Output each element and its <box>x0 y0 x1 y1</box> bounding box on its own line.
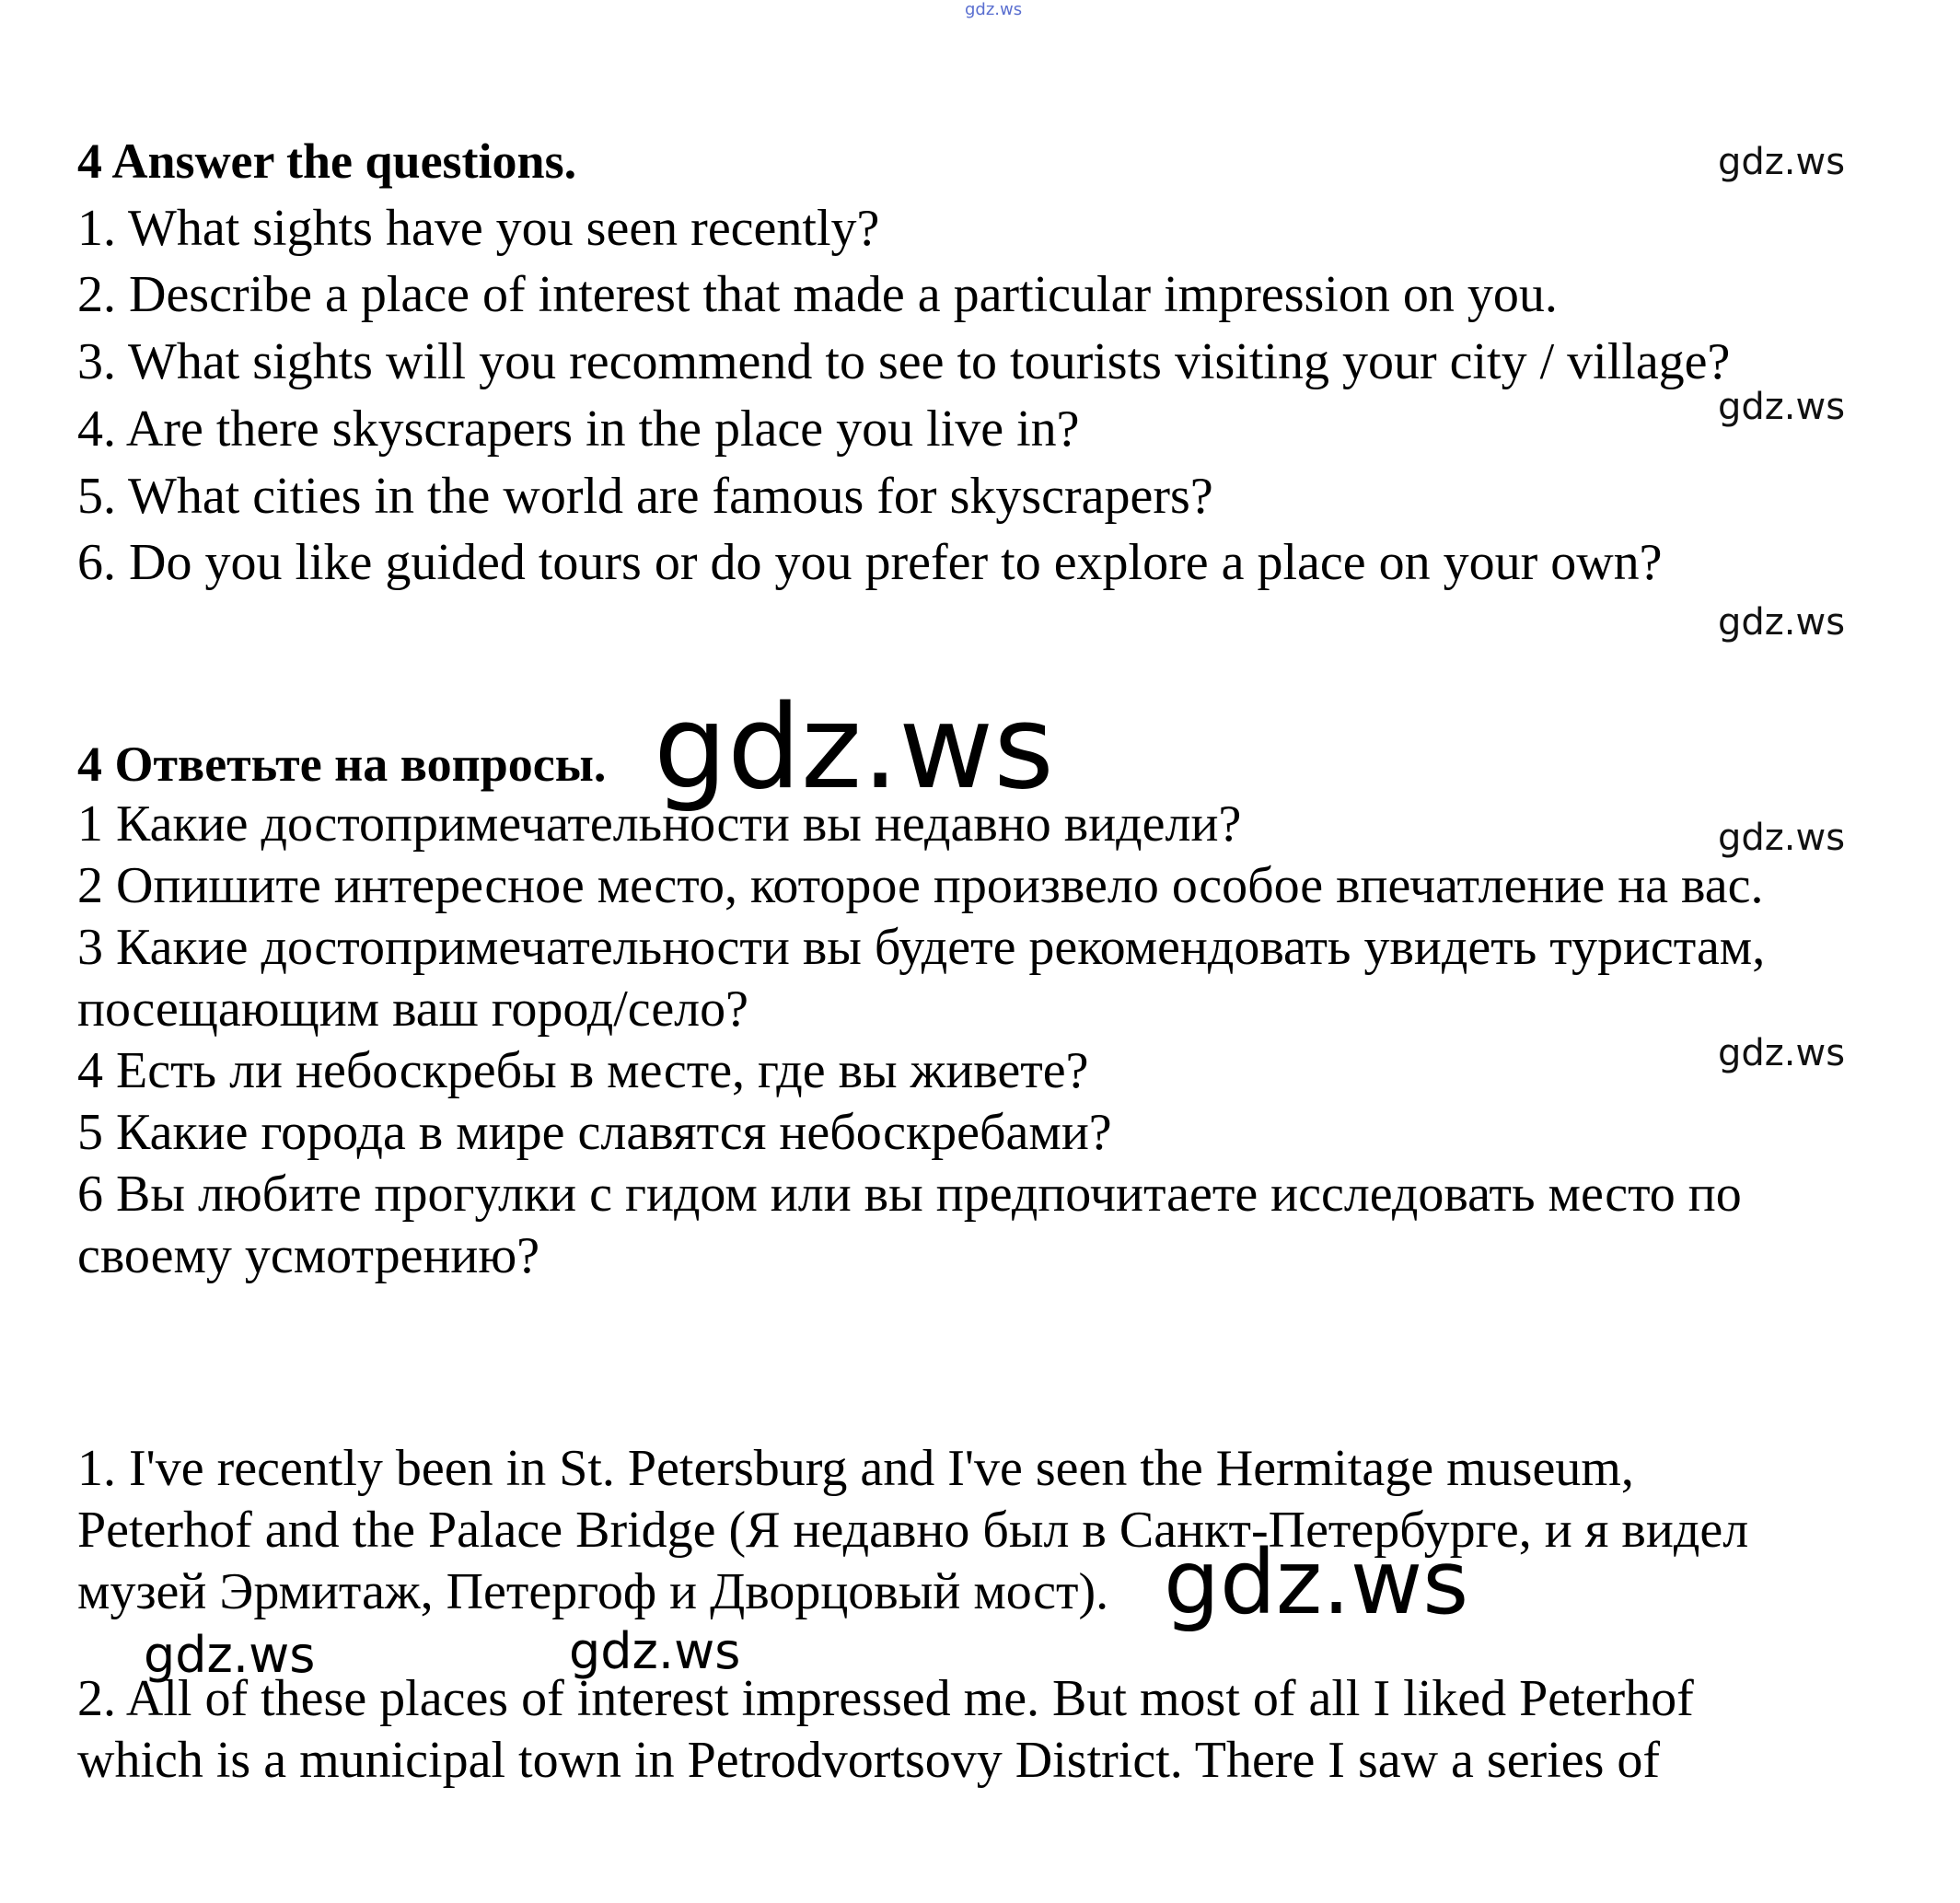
watermark-small: gdz.ws <box>1718 601 1846 644</box>
english-question-6: 6. Do you like guided tours or do you prefer to explore a place on your own? <box>77 534 1663 591</box>
watermark-small: gdz.ws <box>1718 817 1846 859</box>
answer-line-1: 1. I've recently been in St. Petersburg and I've seen the Hermitage museum, <box>77 1440 1634 1497</box>
watermark-mid: gdz.ws <box>569 1622 741 1680</box>
english-question-4: 4. Are there skyscrapers in the place you live in? <box>77 400 1080 458</box>
watermark-small: gdz.ws <box>1718 141 1846 183</box>
russian-line-5: 4 Есть ли небоскребы в месте, где вы живете? <box>77 1042 1089 1099</box>
english-question-5: 5. What cities in the world are famous for skyscrapers? <box>77 468 1213 525</box>
english-question-2: 2. Describe a place of interest that made a particular impression on you. <box>77 266 1558 323</box>
russian-line-2: 2 Опишите интересное место, которое произвело особое впечатление на вас. <box>77 857 1764 914</box>
watermark-small: gdz.ws <box>1718 386 1846 428</box>
russian-line-6: 5 Какие города в мире славятся небоскребами? <box>77 1104 1112 1161</box>
top-watermark: gdz.ws <box>965 0 1023 19</box>
watermark-mid: gdz.ws <box>144 1626 316 1684</box>
russian-line-4: посещающим ваш город/село? <box>77 981 748 1038</box>
answer-line-5: which is a municipal town in Petrodvortsovy District. There I saw a series of <box>77 1732 1661 1789</box>
answer-line-2: Peterhof and the Palace Bridge (Я недавно был в Санкт-Петербурге, и я видел <box>77 1502 1749 1559</box>
russian-line-3: 3 Какие достопримечательности вы будете рекомендовать увидеть туристам, <box>77 919 1766 976</box>
watermark-big: gdz.ws <box>654 679 1054 815</box>
english-question-3: 3. What sights will you recommend to see to tourists visiting your city / village? <box>77 333 1731 390</box>
russian-line-8: своему усмотрению? <box>77 1227 540 1284</box>
russian-line-1: 1 Какие достопримечательности вы недавно видели? <box>77 795 1242 853</box>
watermark-small: gdz.ws <box>1718 1032 1846 1074</box>
answer-line-4: 2. All of these places of interest impressed me. But most of all I liked Peterhof <box>77 1670 1694 1727</box>
russian-line-7: 6 Вы любите прогулки с гидом или вы предпочитаете исследовать место по <box>77 1166 1742 1223</box>
answer-line-3: музей Эрмитаж, Петергоф и Дворцовый мост). <box>77 1563 1109 1620</box>
watermark-big: gdz.ws <box>1164 1531 1469 1634</box>
russian-heading: 4 Ответьте на вопросы. <box>77 737 607 792</box>
english-heading: 4 Answer the questions. <box>77 133 577 189</box>
english-question-1: 1. What sights have you seen recently? <box>77 200 880 257</box>
